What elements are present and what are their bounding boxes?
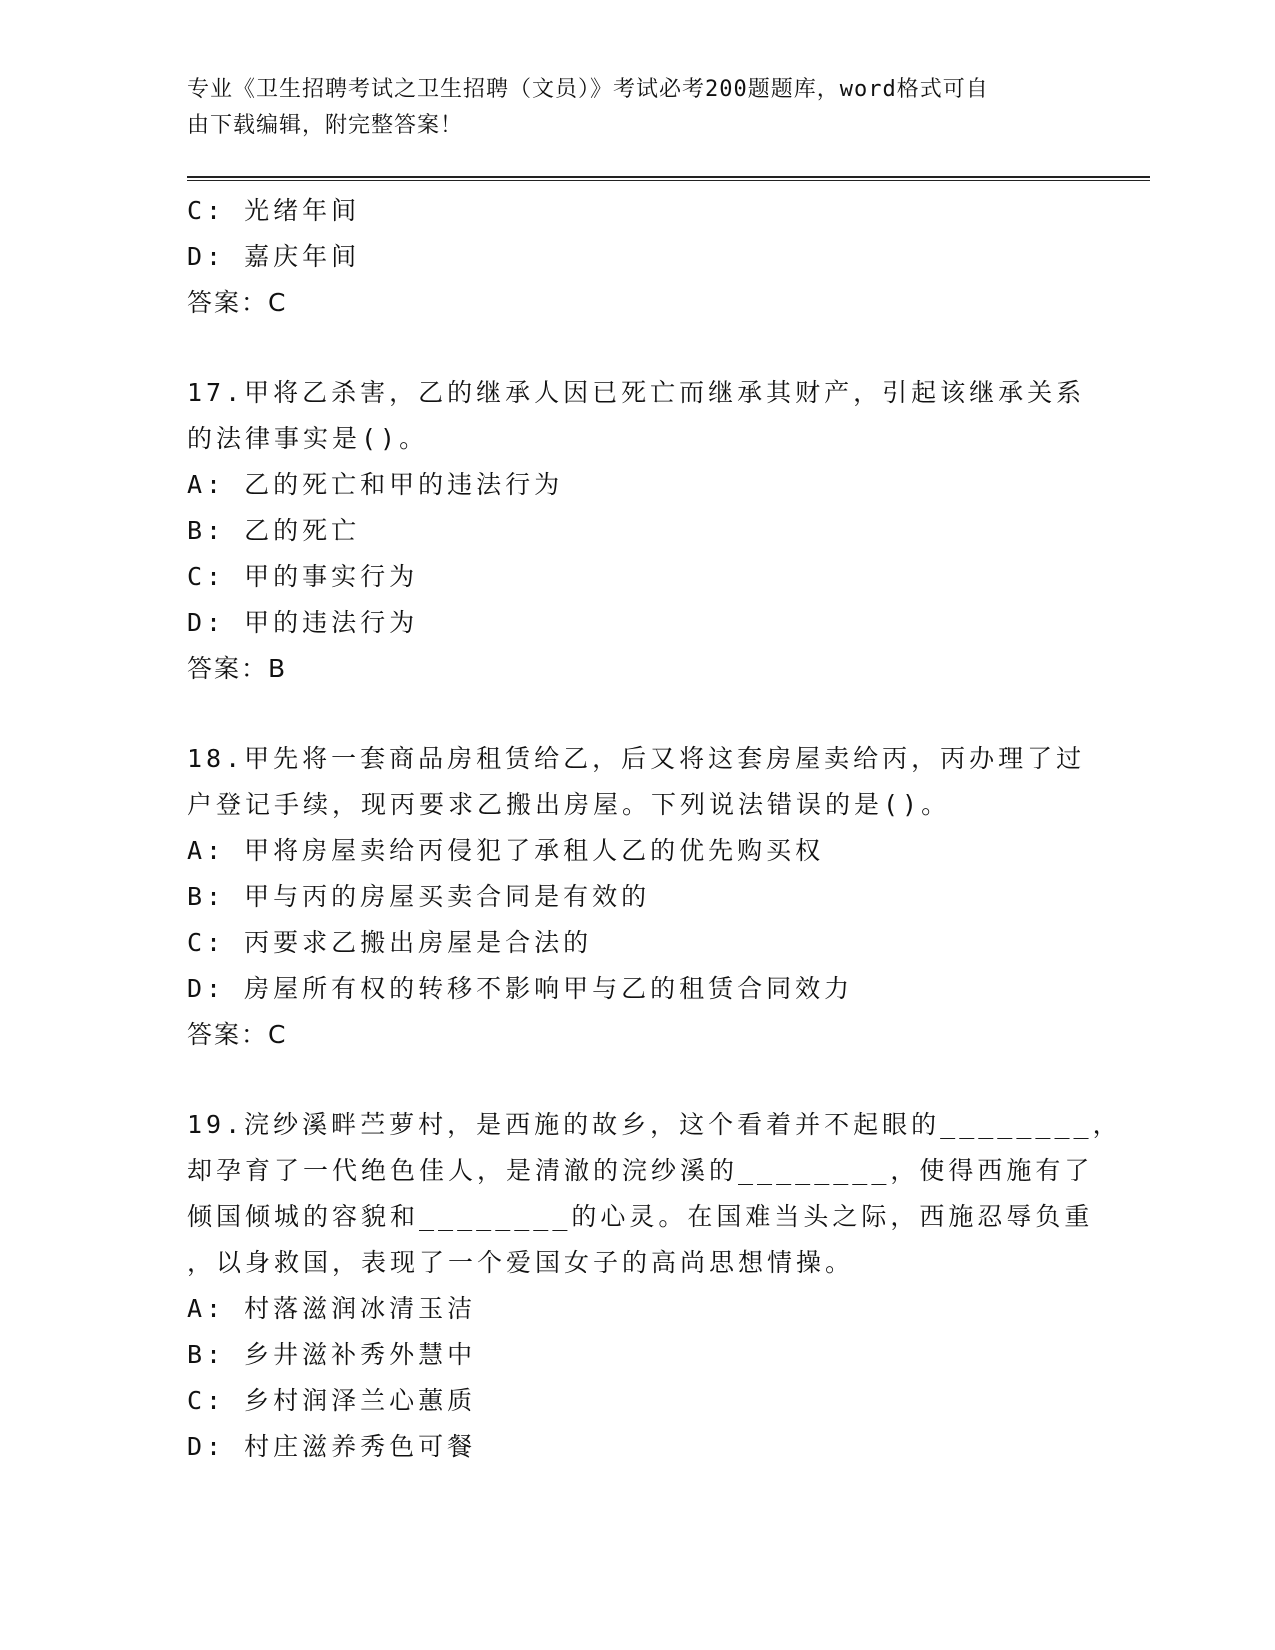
option-d: D: 村庄滋养秀色可餐 (187, 1432, 477, 1461)
spacer (187, 692, 1087, 736)
previous-question-tail (187, 188, 1087, 326)
option-b: B: 乙的死亡 (187, 516, 361, 545)
question-text: 却孕育了一代绝色佳人，是清澈的浣纱溪的________，使得西施有了 (187, 1156, 1094, 1185)
question-text: 17.甲将乙杀害，乙的继承人因已死亡而继承其财产，引起该继承关系 (187, 378, 1086, 407)
header-divider (187, 176, 1150, 181)
header-line-1: 专业《卫生招聘考试之卫生招聘（文员）》考试必考200题题库，word格式可自 (187, 77, 989, 102)
option-a: A: 村落滋润冰清玉洁 (187, 1294, 477, 1323)
option-a: A: 乙的死亡和甲的违法行为 (187, 470, 564, 499)
question-text: 18.甲先将一套商品房租赁给乙，后又将这套房屋卖给丙，丙办理了过 (187, 744, 1086, 773)
header-line-2: 由下载编辑，附完整答案！ (187, 113, 464, 138)
option-d: D: 甲的违法行为 (187, 608, 419, 637)
question-18 (187, 736, 1087, 1058)
page-header (187, 72, 1067, 144)
spacer (187, 1058, 1087, 1102)
answer-line: 答案：C (187, 288, 288, 317)
option-c: C: 丙要求乙搬出房屋是合法的 (187, 928, 593, 957)
question-text: 的法律事实是()。 (187, 424, 429, 453)
option-c: C: 甲的事实行为 (187, 562, 419, 591)
question-text: ，以身救国，表现了一个爱国女子的高尚思想情操。 (187, 1248, 855, 1277)
option-c: C: 乡村润泽兰心蕙质 (187, 1386, 477, 1415)
question-text: 户登记手续，现丙要求乙搬出房屋。下列说法错误的是()。 (187, 790, 951, 819)
option-d: D: 嘉庆年间 (187, 242, 361, 271)
option-b: B: 甲与丙的房屋买卖合同是有效的 (187, 882, 651, 911)
answer-line: 答案：B (187, 654, 288, 683)
question-19 (187, 1102, 1122, 1470)
option-c: C: 光绪年间 (187, 196, 361, 225)
document-body (187, 188, 1122, 1470)
question-text: 19.浣纱溪畔苎萝村，是西施的故乡，这个看着并不起眼的________， (187, 1110, 1122, 1139)
spacer (187, 326, 1087, 370)
option-b: B: 乡井滋补秀外慧中 (187, 1340, 477, 1369)
question-text: 倾国倾城的容貌和________的心灵。在国难当头之际，西施忍辱负重 (187, 1202, 1094, 1231)
option-d: D: 房屋所有权的转移不影响甲与乙的租赁合同效力 (187, 974, 854, 1003)
answer-line: 答案：C (187, 1020, 288, 1049)
question-17 (187, 370, 1087, 692)
option-a: A: 甲将房屋卖给丙侵犯了承租人乙的优先购买权 (187, 836, 825, 865)
